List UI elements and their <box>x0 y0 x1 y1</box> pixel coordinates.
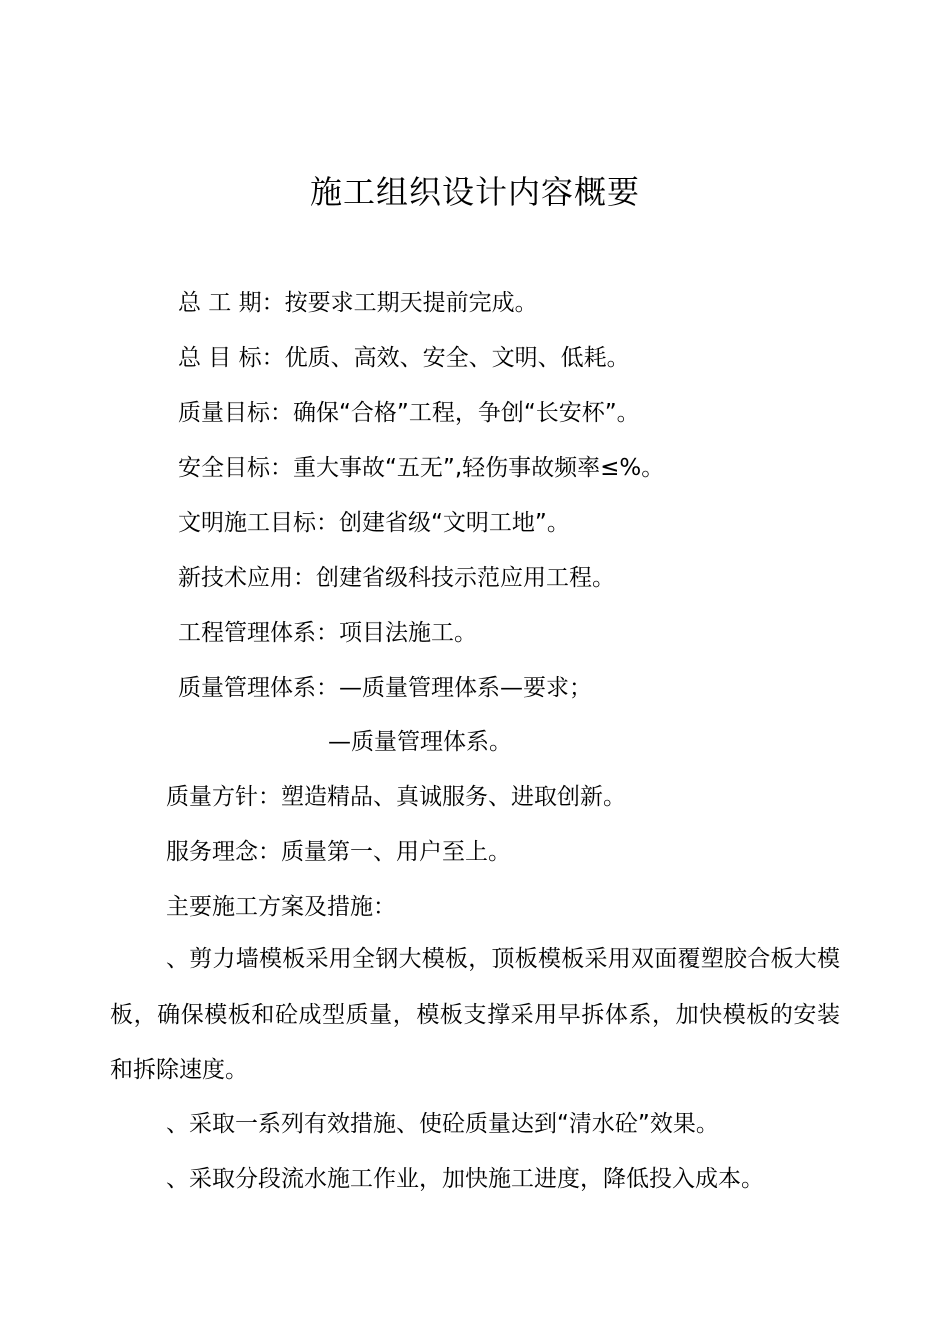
measure-paragraph: 、剪力墙模板采用全钢大模板，顶板模板采用双面覆塑胶合板大模板，确保模板和砼成型质量，模板支撑采用早拆体系，加快模板的安装和拆除速度。 <box>110 946 840 1083</box>
quality-goal-line: 质量目标：确保“合格”工程，争创“长安杯”。 <box>178 400 640 426</box>
schedule-line: 总 工 期：按要求工期天提前完成。 <box>178 290 538 316</box>
document-title: 施工组织设计内容概要 <box>309 173 640 211</box>
quality-policy-line: 质量方针：塑造精品、真诚服务、进取创新。 <box>166 784 626 810</box>
measure-paragraph: 、采取分段流水施工作业，加快施工进度，降低投入成本。 <box>166 1166 764 1192</box>
quality-system-continuation: —质量管理体系。 <box>328 729 512 755</box>
quality-system-line: 质量管理体系：—质量管理体系—要求； <box>178 675 592 701</box>
civilized-construction-line: 文明施工目标：创建省级“文明工地”。 <box>178 510 570 536</box>
management-system-line: 工程管理体系：项目法施工。 <box>178 620 477 646</box>
safety-goal-line: 安全目标：重大事故“五无”,轻伤事故频率≤%。 <box>178 455 665 481</box>
service-concept-line: 服务理念：质量第一、用户至上。 <box>166 839 511 865</box>
overall-goal-line: 总 目 标：优质、高效、安全、文明、低耗。 <box>178 345 630 371</box>
measure-paragraph: 、采取一系列有效措施、使砼质量达到“清水砼”效果。 <box>166 1111 719 1137</box>
new-technology-line: 新技术应用：创建省级科技示范应用工程。 <box>178 565 615 591</box>
main-measures-heading: 主要施工方案及措施： <box>166 894 396 920</box>
